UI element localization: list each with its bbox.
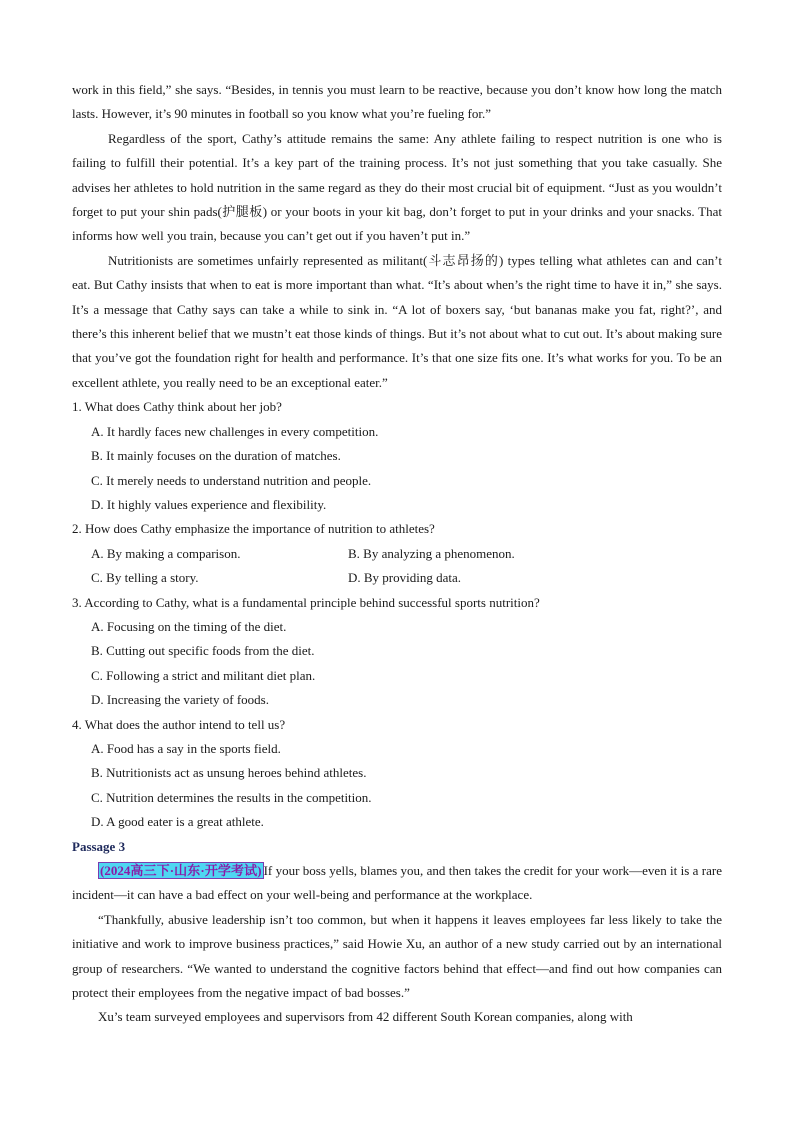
option-d: D. Increasing the variety of foods. [91, 692, 269, 708]
document-page [72, 78, 722, 1030]
question-3 [72, 591, 722, 713]
passage2-paragraph-1: work in this field,” she says. “Besides, in tennis you must learn to be reactive, because you don’t know how long the match lasts. However, it’s 90 minutes in football so you know what you’re fueling for.” [72, 82, 722, 122]
option-b: B. By analyzing a phenomenon. [348, 545, 515, 561]
option-b: B. Cutting out specific foods from the diet. [91, 643, 315, 659]
question-stem: 3. According to Cathy, what is a fundamental principle behind successful sports nutrition? [72, 594, 540, 610]
option-c: C. Following a strict and militant diet plan. [91, 667, 316, 683]
passage3-title: Passage 3 [72, 838, 126, 854]
passage3-paragraph-1 [72, 859, 722, 908]
option-d: D. By providing data. [348, 570, 462, 586]
question-stem: 1. What does Cathy think about her job? [72, 399, 282, 415]
option-a: A. Food has a say in the sports field. [91, 740, 281, 756]
question-4 [72, 713, 722, 835]
passage3-paragraph-3: Xu’s team surveyed employees and supervisors from 42 different South Korean companies, along with [98, 1009, 633, 1025]
question-stem: 4. What does the author intend to tell us? [72, 716, 286, 732]
option-a: A. It hardly faces new challenges in every competition. [91, 423, 379, 439]
passage2-paragraph-2: Regardless of the sport, Cathy’s attitude remains the same: Any athlete failing to respect nutrition is one who is failing to fulfill their potential. It’s a key part of the training process. It’s not just something that you take casually. She advises her athletes to hold nutrition in the same regard as they do their most crucial bit of equipment. “Just as you wouldn’t forget to put your shin pads(护腿板) or your boots in your kit bag, don’t forget to put in your drinks and your snacks. That informs how well you train, because you can’t get out if you haven’t put in.” [72, 130, 722, 244]
option-c: C. Nutrition determines the results in the competition. [91, 789, 372, 805]
option-d: D. It highly values experience and flexibility. [91, 496, 327, 512]
passage3-paragraph-2: “Thankfully, abusive leadership isn’t too common, but when it happens it leaves employees far less likely to take the initiative and work to improve business practices,” said Howie Xu, an author of a new study carried out by an international group of researchers. “We wanted to understand the cognitive factors behind that effect—and find out how companies can protect their employees from the negative impact of bad bosses.” [72, 911, 722, 1001]
question-stem: 2. How does Cathy emphasize the importance of nutrition to athletes? [72, 521, 435, 537]
option-row [72, 566, 722, 590]
source-tag: (2024高三下·山东·开学考试) [100, 863, 262, 878]
question-1 [72, 395, 722, 517]
question-2 [72, 517, 722, 590]
option-d: D. A good eater is a great athlete. [91, 814, 264, 830]
option-c: C. It merely needs to understand nutrition and people. [91, 472, 372, 488]
passage3-paragraph-1-text: If your boss yells, blames you, and then takes the credit for your work—even it is a rare incident—it can have a bad effect on your well-being and performance at the workplace. [72, 863, 722, 903]
option-row [72, 542, 722, 566]
option-b: B. It mainly focuses on the duration of matches. [91, 448, 341, 464]
option-b: B. Nutritionists act as unsung heroes behind athletes. [91, 765, 367, 781]
option-a: A. By making a comparison. [91, 545, 241, 561]
option-c: C. By telling a story. [91, 570, 199, 586]
option-a: A. Focusing on the timing of the diet. [91, 618, 287, 634]
passage2-paragraph-3: Nutritionists are sometimes unfairly represented as militant(斗志昂扬的) types telling what athletes can and can’t eat. But Cathy insists that when to eat is more important than what. “It’s about when’s the right time to have it in,” she says. It’s a message that Cathy says can take a while to sink in. “A lot of boxers say, ‘but bananas make you fat, right?’, and there’s this inherent belief that we mustn’t eat those kinds of things. But it’s not about what to cut out. It’s about making sure that you’ve got the foundation right for health and performance. It’s that one size fits one. It’s what works for you. To be an excellent athlete, you really need to be an exceptional eater.” [72, 252, 722, 390]
